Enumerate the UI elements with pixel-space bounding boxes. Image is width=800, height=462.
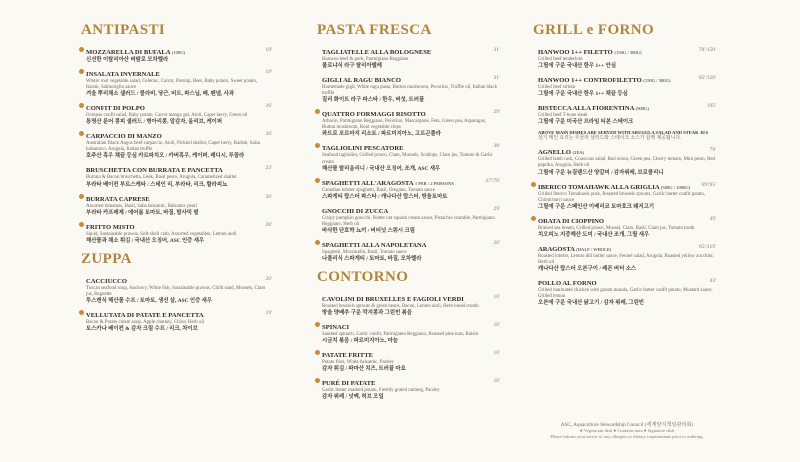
menu-item-price: 31' <box>493 47 500 53</box>
menu-item <box>86 46 272 64</box>
menu-column-3 <box>533 22 716 311</box>
dish-marker-icon <box>315 178 320 183</box>
menu-item-description: Seafood tagliolini, Grilled prawn, Clam, Mussels, Scallops, Clam jus, Tomato & Garlic cream <box>322 153 493 165</box>
menu-item-header <box>322 377 500 388</box>
menu-item-price: 28' <box>265 221 272 228</box>
menu-item-name <box>538 149 584 156</box>
menu-item-name <box>322 208 388 215</box>
menu-item-size: (150G / 300G) <box>643 78 671 84</box>
menu-item-header <box>86 46 272 57</box>
menu-item-name <box>538 77 670 84</box>
menu-item-size: (900G) <box>635 106 649 112</box>
menu-item <box>322 349 500 373</box>
menu-item-korean: 그릴에 구운 스페인산 이베리코 토마호크 돼지고기 <box>538 203 655 210</box>
menu-item-korean: 바삭한 단호박 뇨끼 / 버터넛 스쿼시 크림 <box>322 227 415 234</box>
menu-item-price: 19' <box>265 47 272 53</box>
menu-item-name <box>538 246 611 253</box>
menu-item-price: 79' <box>709 147 716 154</box>
dish-marker-icon <box>79 131 84 136</box>
menu-item-header <box>86 68 272 79</box>
menu-item <box>86 193 272 217</box>
menu-item-header <box>86 130 272 141</box>
menu-item-price: 26' <box>265 193 272 200</box>
dish-marker-icon <box>79 194 84 199</box>
menu-item-title: SPAGHETTI ALL'ARAGOSTA <box>322 179 414 187</box>
menu-item-description: Bacon & Potato cream soup, Apple chutney, Chive, Herb oil <box>86 319 205 325</box>
menu-item-description: Homemade gigli, White ragu pasta, Button mushroom, Pecorino, Truffle oil, Italian black truffle <box>322 85 498 97</box>
menu-item-name <box>322 352 373 359</box>
menu-item-description: Australian Black Angus beef carpaccio, Aioli, Pickled shallot, Caper berry, Radish, Salsa balsamico, Arugula, Italian truffle <box>86 141 261 153</box>
menu-item-name <box>322 380 375 387</box>
menu-item-title: MOZZARELLA DI BUFALA <box>86 49 171 56</box>
menu-item-korean: 감자 튀김 / 파마산 치즈, 트러플 마요 <box>322 366 406 373</box>
menu-item-korean: 볼로냐식 라구 탈리아텔레 <box>322 63 382 70</box>
footer-legend: ● Vegetarian dish ● Contains nuts ● Signature dish <box>580 428 674 433</box>
menu-item-title: INSALATA INVERNALE <box>86 71 160 78</box>
menu-item-korean: 그릴에 구운 미국산 프라임 티본 스테이크 <box>538 119 634 126</box>
footer-note: Please inform your server of any allergies or dietary requirements prior to ordering. <box>550 434 704 439</box>
menu-column-2 <box>317 22 500 405</box>
menu-item-korean: 해산물 탈리올리니 / 국내산 오징어, 조개, ASC 새우 <box>322 165 441 172</box>
dish-marker-icon <box>79 310 84 315</box>
menu-item-price: 23' <box>265 165 272 172</box>
menu-item-size: (HALF / WHOLE) <box>576 246 612 252</box>
menu-item <box>322 239 500 263</box>
menu-item-name <box>86 49 185 56</box>
section-heading: ZUPPA <box>81 250 132 267</box>
menu-item-korean: 겨울 뿌리채소 샐러드 / 콜라비, 당근, 비트, 파스닙, 배, 펜넬, 사과 <box>86 91 235 98</box>
menu-item-description: Grilled marinated chicken with garam masala, Garlic butter confit potato, Mustard sauce, Grilled lemon <box>538 288 713 300</box>
menu-item-description: Hanwoo beef & pork, Parmigiano Reggiano <box>322 57 409 62</box>
dish-marker-icon <box>315 350 320 355</box>
section-note-korean: 상기 메인 요리는 루꼴라 샐러드와 스테이크 소스가 함께 제공됩니다. <box>538 136 682 142</box>
menu-item-title: SPINACI <box>322 324 350 332</box>
menu-item-description: Grilled beef sirloin <box>538 85 576 91</box>
menu-item-price: 43' <box>709 278 716 285</box>
menu-item-header <box>322 46 500 57</box>
menu-item-name <box>322 111 426 118</box>
menu-item-title: TAGLIATELLE ALLA BOLOGNESE <box>322 49 432 56</box>
menu-item <box>322 46 500 70</box>
menu-item-description: Octopus confit salad, Baby potato, Carrot mango gel, Aioli, Caper berry, Green oil <box>86 113 248 119</box>
menu-item-title: BURRATA CAPRESE <box>86 195 150 203</box>
menu-item-header <box>322 205 500 216</box>
menu-item-header <box>538 102 716 113</box>
menu-item-title: BRUSCHETTA CON BURRATA E PANCETTA <box>86 167 223 175</box>
section-heading: GRILL e FORNO <box>533 22 655 38</box>
menu-item-header <box>86 309 272 320</box>
menu-item-title: PURÉ DI PATATE <box>322 380 376 388</box>
section-heading: PASTA FRESCA <box>317 22 432 38</box>
menu-item <box>322 74 500 104</box>
menu-item-price: 16' <box>493 378 500 385</box>
menu-item-name <box>538 49 642 56</box>
menu-item-header <box>538 146 716 157</box>
menu-item-title: BISTECCA ALLA FIORENTINA <box>538 105 635 113</box>
menu-item <box>538 102 716 126</box>
menu-item-description: Grilled beef tenderloin <box>538 57 583 62</box>
menu-item-header <box>322 239 500 250</box>
menu-item-name <box>86 71 160 78</box>
menu-item-name <box>86 167 223 174</box>
menu-item-header <box>538 74 716 85</box>
menu-item-header <box>538 46 716 57</box>
menu-item-korean: 호주산 흑우 채끝 등심 카르파치오 / 카버흑우, 케이퍼, 래디시, 루꼴라 <box>86 153 245 160</box>
menu-item <box>86 164 272 188</box>
menu-item-title: CAVOLINI DI BRUXELLES E FAGIOLI VERDI <box>322 296 464 304</box>
menu-item-korean: 캐나다산 랍스터 오븐구이 / 레몬 버터 소스 <box>538 266 637 273</box>
menu-item-korean: 질리 화이트 라구 파스타 / 한우, 버섯, 트러플 <box>322 97 425 104</box>
menu-item-name <box>86 312 204 319</box>
dish-marker-icon <box>79 103 84 108</box>
dish-marker-icon <box>531 182 536 187</box>
menu-item-korean: 스파게티 랍스터 파스타 / 캐나다산 랍스터, 방울토마토 <box>322 193 448 200</box>
menu-item-price: 26' <box>493 239 500 246</box>
menu-item <box>538 277 716 307</box>
menu-item-title: IBERICO TOMAHAWK ALLA GRIGLIA <box>538 183 660 191</box>
menu-item-title: VELLUTATA DI PATATE E PANCETTA <box>86 311 204 319</box>
menu-item-name <box>322 49 431 56</box>
menu-item-name <box>86 105 145 112</box>
menu-item-name <box>322 180 454 187</box>
menu-item-price: 26' <box>265 131 272 138</box>
menu-item-description: Burrata & Bacon bruschetta, Leek, Basil pesto, Arugula, Caramelized shallot <box>86 175 237 181</box>
menu-item-korean: 부라타 카프레제 / 에어룸 토마토, 바질, 발사믹 펄 <box>86 209 199 216</box>
menu-item-price: 78'/150' <box>698 47 716 53</box>
menu-item-korean: 신선한 이탈리아산 버팔로 모차렐라 <box>86 57 169 63</box>
dish-marker-icon <box>531 216 536 221</box>
menu-item <box>86 275 272 305</box>
menu-item-title: ORATA DI CIOPPINO <box>538 217 605 225</box>
menu-item-description: Grilled Iberico Tomahawk pork, Roasted brussels sprouts, Garlic butter confit potato, Chimichurri sauce <box>538 191 706 203</box>
menu-item-name <box>322 145 404 152</box>
dish-marker-icon <box>79 222 84 227</box>
menu-item-header <box>538 277 716 288</box>
menu-item-header <box>86 193 272 204</box>
menu-item-title: CARPACCIO DI MANZO <box>86 133 162 141</box>
menu-item-title: CONFIT DI POLPO <box>86 105 145 113</box>
menu-item-name <box>538 184 690 191</box>
menu-item-description: Squid, Sustainable prawns, Soft-shell crab, Assorted vegetables, Lemon aioli <box>86 231 237 237</box>
menu-item-description: Roasted lobster, Lemon dill butter sauce, Fennel salad, Arugula, Roasted yellow zucchini, Herb oil <box>538 253 714 265</box>
menu-item-size: (2EA) <box>572 150 585 156</box>
menu-item-korean: 감자 퓌레 / 넛맥, 허브 오일 <box>322 394 384 401</box>
menu-item-header <box>538 215 716 226</box>
menu-item <box>538 215 716 239</box>
menu-item-title: AGNELLO <box>538 149 571 157</box>
menu-item <box>86 102 272 126</box>
menu-item-title: TAGLIOLINI PESCATORE <box>322 145 404 153</box>
menu-item-size: (150G / 300G) <box>614 50 642 55</box>
menu-item <box>86 68 272 98</box>
menu-item-price: 16' <box>493 294 500 301</box>
menu-footer <box>538 422 716 440</box>
menu-item <box>538 146 716 176</box>
menu-item-korean: 나폴리식 스파게티 / 토마토, 바질, 모차렐라 <box>322 256 422 263</box>
menu-item-price: 29' <box>493 205 500 212</box>
menu-item-price: 26' <box>265 275 272 282</box>
menu-item-korean: 해산물과 채소 튀김 / 국내산 오징어, ASC 인증 새우 <box>86 237 205 244</box>
menu-item-title: HANWOO 1++ CONTROFILETTO <box>538 77 642 85</box>
menu-item-description: Canadian lobster spaghetti, Basil, Oregano, Tomato sauce <box>322 187 435 193</box>
menu-item-title: POLLO AL FORNO <box>538 280 597 288</box>
menu-item-name <box>322 324 349 331</box>
menu-item-description: Crispy pumpkin gnocchi, Butter nut squash cream sauce, Pistachio crumble, Parmigiano Reggiano, Herb oil <box>322 215 495 227</box>
menu-item-name <box>538 280 597 287</box>
menu-item-korean: 그릴에 구운 국내산 한우 1++ 안심 <box>538 63 617 70</box>
menu-item-header <box>322 349 500 360</box>
menu-item <box>86 309 272 333</box>
menu-item-name <box>86 224 135 231</box>
menu-item-description: Assorted tomatoes, Basil, Saba balsamic, Balsamic pearl <box>86 203 197 209</box>
menu-item-price: 19' <box>265 309 272 316</box>
menu-item-size: 1 PER / 2 PERSONS <box>414 180 454 186</box>
menu-item-price: 69'/95' <box>701 181 716 188</box>
menu-item-description: Tuscan seafood soup, Anchovy, White fish, Sustainable prawns, Chilli sand, Mussels, Clam jus, Baguette <box>86 285 266 297</box>
menu-item-name <box>322 296 464 303</box>
menu-item-korean: 시금치 볶음 / 파르미지아노, 마늘 <box>322 338 398 345</box>
menu-item <box>538 243 716 273</box>
menu-item-title: QUATTRO FORMAGGI RISOTTO <box>322 111 426 119</box>
menu-item-title: SPAGHETTI ALLA NAPOLETANA <box>322 241 427 249</box>
dish-marker-icon <box>79 47 84 52</box>
menu-item-header <box>538 181 716 192</box>
menu-item-header <box>322 142 500 153</box>
menu-item-description: Garlic butter mashed potato, Freshly grated nutmeg, Parsley <box>322 388 440 394</box>
dish-marker-icon <box>315 322 320 327</box>
menu-item-price: 16' <box>493 350 500 357</box>
menu-column-1 <box>81 22 272 337</box>
menu-item <box>538 46 716 70</box>
menu-item-price: 65'/119' <box>698 243 716 250</box>
dish-marker-icon <box>315 143 320 148</box>
menu-item <box>322 377 500 401</box>
menu-item-title: CACCIUCCO <box>86 277 128 285</box>
menu-item-name <box>86 278 127 285</box>
menu-item-header <box>322 321 500 332</box>
dish-marker-icon <box>315 109 320 114</box>
menu-item-title: GIGLI AL RAGU BIANCO <box>322 77 401 85</box>
menu-item-description: Grilled lamb rack, Couscous salad, Red onion, Green pea, Cherry tomato, Mint pesto, Red paprika, Arugula, Herb oil <box>538 157 715 169</box>
menu-item-description: Potato fries, White balsamic, Parsley <box>322 360 395 366</box>
menu-item-korean: 그릴에 구운 뉴질랜드산 양갈비 / 감자퓌레, 브로콜리니 <box>538 169 664 176</box>
menu-item-header <box>322 74 500 85</box>
menu-item <box>322 177 500 201</box>
menu-item-header <box>86 102 272 113</box>
menu-item-size: (500G / 1000G) <box>660 184 691 190</box>
menu-item-korean: 토스카나 베이컨 & 감자 크림 수프 / 리크, 차이브 <box>86 326 198 333</box>
menu-item-price: 27'/76' <box>485 177 500 184</box>
menu-item-name <box>86 133 162 140</box>
menu-item <box>538 74 716 98</box>
menu-item-description: Spaghetti, Mozzarella, Basil, Tomato sauce <box>322 249 407 255</box>
menu-item <box>322 205 500 235</box>
menu-item-price: 16' <box>493 322 500 329</box>
menu-item-header <box>86 221 272 232</box>
menu-item-header <box>538 243 716 254</box>
menu-item <box>322 321 500 345</box>
menu-item-price: 29' <box>493 109 500 116</box>
menu-item-description: Grilled beef T-bone steak <box>538 113 588 119</box>
menu-item-description: Winter root vegetable salad, Celeriac, Carrot, Parsnip, Beet, Baby potato, Sweet potato, Raisin, Salmoriglio sauce <box>86 79 258 91</box>
menu-item-size: (100G) <box>171 50 186 55</box>
menu-item-korean: 부라타 베이컨 부르스케타 / 스테인 리, 부라타, 리크, 할라피뇨 <box>86 181 228 188</box>
menu-item-price: 31' <box>493 75 500 82</box>
menu-item-description: Roasted brussels sprouts & green beans, Bacon, Lemon aioli, Herb bread crumb <box>322 304 479 310</box>
dish-marker-icon <box>79 69 84 74</box>
menu-item-price: 26' <box>265 103 272 110</box>
menu-item-name <box>538 105 649 112</box>
menu-item-title: ARAGOSTA <box>538 245 575 253</box>
section-heading: CONTORNO <box>317 269 409 286</box>
section-heading: ANTIPASTI <box>81 22 166 38</box>
menu-item-header <box>322 177 500 188</box>
menu-item-price: 19' <box>265 69 272 75</box>
menu-item-title: PATATE FRITTE <box>322 352 373 360</box>
menu-item-header <box>322 293 500 304</box>
menu-item <box>322 108 500 138</box>
menu-item-korean: 투스캔식 해산물 수프 / 토마토, 생선 살, ASC 인증 새우 <box>86 297 213 304</box>
menu-item-price: 38' <box>493 143 500 150</box>
menu-item-price: 195' <box>706 103 716 110</box>
menu-item <box>538 181 716 211</box>
section-note <box>538 130 716 142</box>
menu-item-korean: 방울 양배추 구운 깍지콩과 그린빈 볶음 <box>322 310 413 317</box>
menu-item-header <box>86 275 272 286</box>
menu-item <box>322 142 500 172</box>
menu-item-description: Arborio, Parmigiano Reggiano, Pecorino, Mascarpone, Feta, Green pea, Asparagus, Button mushroom, Root vegetable chips <box>322 119 486 131</box>
dish-marker-icon <box>315 240 320 245</box>
menu-item <box>86 221 272 245</box>
menu-item-name <box>86 196 150 203</box>
dish-marker-icon <box>315 378 320 383</box>
menu-item <box>86 130 272 160</box>
menu-item-name <box>322 77 401 84</box>
menu-item-korean: 통영산 문어 콩피 샐러드 / 병아리콩, 알감자, 올리브, 케이퍼 <box>86 119 223 126</box>
menu-item-header <box>86 164 272 175</box>
menu-item-name <box>322 242 427 249</box>
menu-item-header <box>322 108 500 119</box>
footer-title: ASC, Aquaculture Stewardship Council (세계양식책임관리회) <box>560 422 694 428</box>
menu-item-title: GNOCCHI DI ZUCCA <box>322 207 389 215</box>
section-note-english: ABOVE MAIN DISHES ARE SERVED WITH ARUGULA SALAD AND STEAK JUS <box>538 130 709 136</box>
menu-item-price: 65'/120' <box>698 75 716 82</box>
menu-item-korean: 오븐에 구운 국내산 닭고기 / 감자 퓌레, 그린빈 <box>538 300 645 307</box>
menu-item-name <box>538 218 604 225</box>
menu-item-description: Sautéed spinach, Garlic confit, Parmigiano Reggiano, Roasted pine nuts, Raisin <box>322 332 479 338</box>
menu-item-korean: 그릴에 구운 국내산 한우 1++ 채끝 등심 <box>538 91 628 98</box>
menu-item-korean: 치오피노 지중해산 도미 / 국내산 조개, 그릴 새우 <box>538 231 650 238</box>
menu-item-price: 49' <box>709 215 716 222</box>
menu-item-korean: 콰트로 포르마지 리소토 / 파르미지아노, 고르곤졸라 <box>322 131 441 138</box>
menu-item-title: HANWOO 1++ FILETTO <box>538 49 613 56</box>
menu-item <box>322 293 500 317</box>
menu-item-description: Braised sea bream, Grilled prawn, Mussel, Clam, Basil, Clam jus, Tomato broth <box>538 225 695 231</box>
menu-item-title: FRITTO MISTO <box>86 223 135 231</box>
